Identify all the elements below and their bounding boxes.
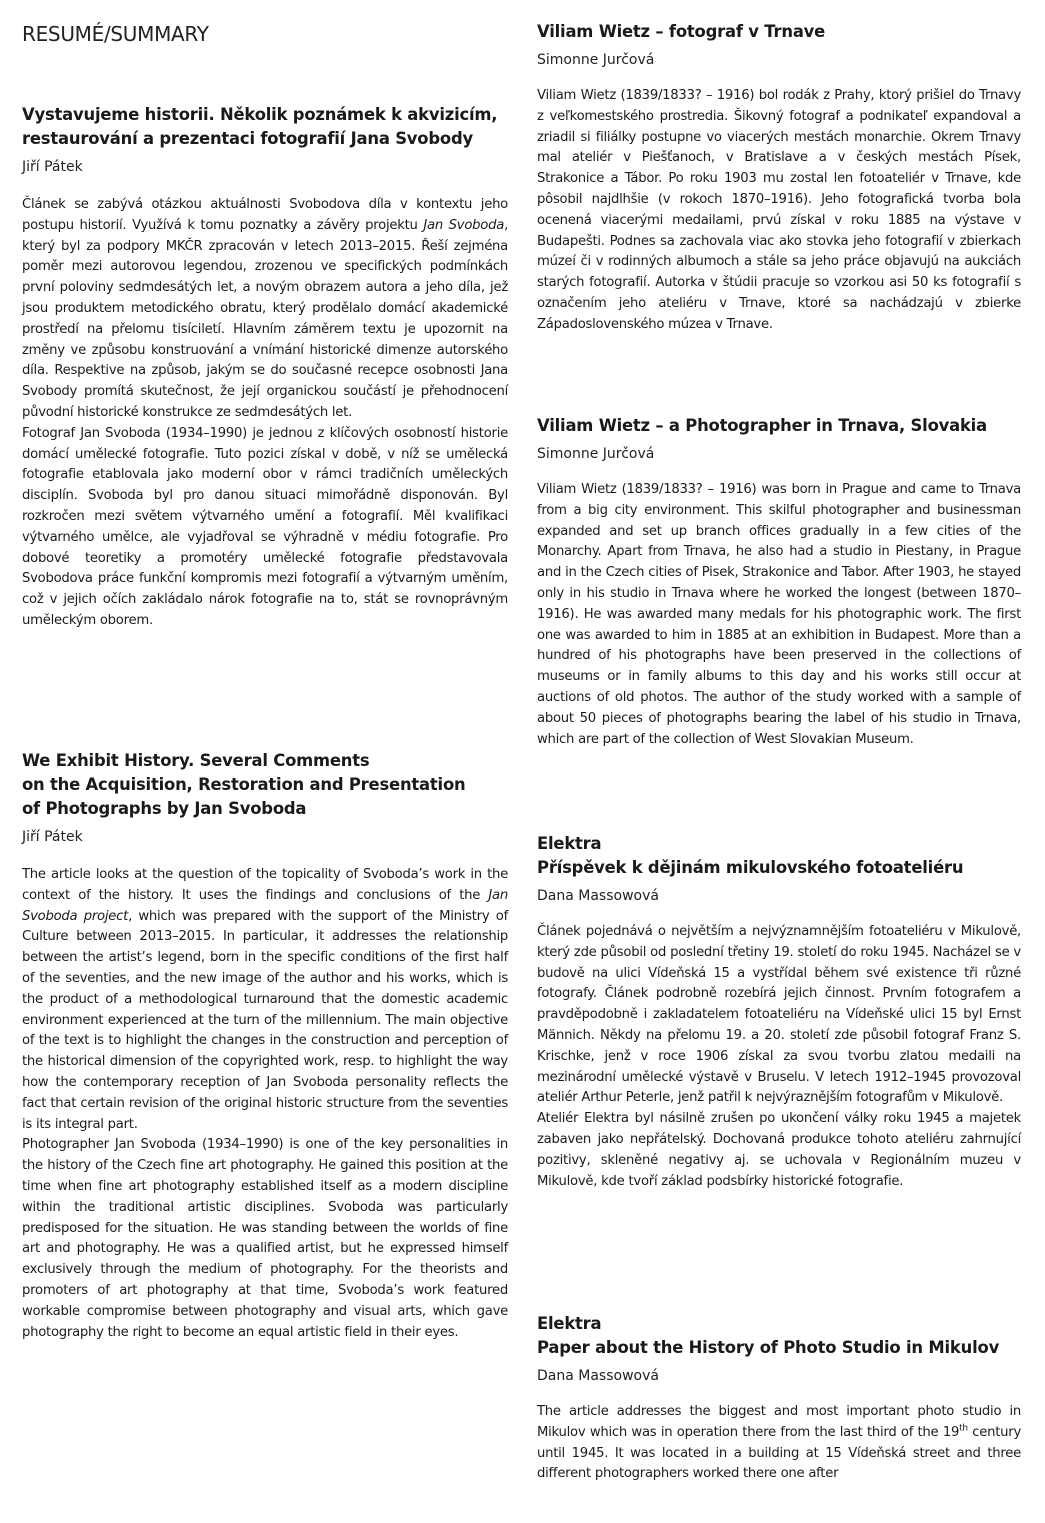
article-title bbox=[22, 749, 508, 821]
article-title bbox=[537, 1312, 1021, 1360]
article-body bbox=[537, 480, 1021, 750]
article-author: Jiří Pátek bbox=[22, 829, 83, 845]
paragraph: Ateliér Elektra byl násilně zrušen po ukončení války roku 1945 a majetek zabaven jako nepřátelský. Dochovaná produkce tohoto ateliéru zahrnující pozitivy, skleněné negativy aj. se uchovala v Regionálním muzeu v Mikulově, kde tvoří základ podsbírky historické fotografie. bbox=[537, 1111, 1021, 1189]
article-body bbox=[537, 86, 1021, 336]
title-line: restaurování a prezentaci fotografií Jana Svobody bbox=[22, 129, 473, 148]
article-body bbox=[22, 865, 508, 1343]
section-label: RESUMÉ/SUMMARY bbox=[22, 22, 209, 46]
article-body bbox=[22, 195, 508, 632]
article-author: Simonne Jurčová bbox=[537, 52, 655, 68]
paragraph: Článek se zabývá otázkou aktuálnosti Svobodova díla v kontextu jeho postupu historií. Využívá k tomu poznatky a závěry projektu Jan Svoboda, který byl za podpory MKČR zpracován v letech 2013–2015. Řeší zejména poměr mezi autorovou legendou, zrozenou ve specifických podmínkách první poloviny sedmdesátých let, a novým obrazem autora a jeho díla, jež jsou produktem metodického obratu, který prodělalo domácí akademické prostředí na přelomu tisíciletí. Hlavním záměrem textu je upozornit na změny ve způsobu konstruování a vnímání historické dimenze autorského díla. Respektive na způsob, jakým se do současné recepce osobnosti Jana Svobody promítá skutečnost, že její organickou součástí je přehodnocení původní historické konstrukce ze sedmdesátých let. bbox=[22, 197, 509, 420]
article-author: Simonne Jurčová bbox=[537, 446, 655, 462]
title-line: Příspěvek k dějinám mikulovského fotoateliéru bbox=[537, 858, 964, 877]
paragraph: Článek pojednává o největším a nejvýznamnějším fotoateliéru v Mikulově, který zde působil od poslední třetiny 19. století do roku 1945. Nacházel se v budově na ulici Vídeňská 15 a vystřídal během své existence tři různé fotografy. Článek podrobně rozebírá jejich činnost. Prvním fotografem a pravděpodobně i zakladatelem fotoateliéru na Vídeňské ulici 15 byl Ernst Männich. Někdy na přelomu 19. a 20. století zde působil fotograf Franz S. Krischke, jenž v roce 1906 získal za svou tvorbu zlatou medaili na mezinárodní umělecké výstavě v Bruselu. V letech 1912–1945 provozoval ateliér Arthur Peterle, jenž patřil k nejvýraznějším fotografům v Mikulově. bbox=[537, 924, 1021, 1106]
paragraph: Photographer Jan Svoboda (1934–1990) is one of the key personalities in the history of the Czech fine art photography. He gained this position at the time when fine art photography established itself as a modern discipline within the traditional artistic disciplines. Svoboda was particularly predisposed for the situation. He was standing between the worlds of fine art and photography. He was a qualified artist, but he expressed himself exclusively through the medium of photography. For the theorists and promoters of art photography at that time, Svoboda’s work featured workable compromise between photography and visual arts, which gave photography the right to become an equal artistic field in their eyes. bbox=[22, 1137, 508, 1340]
article-author: Jiří Pátek bbox=[22, 159, 83, 175]
article-czech-elektra bbox=[537, 832, 1021, 1192]
article-body bbox=[537, 922, 1021, 1192]
article-english-elektra bbox=[537, 1312, 1021, 1485]
title-line: We Exhibit History. Several Comments bbox=[22, 751, 370, 770]
article-author: Dana Massowová bbox=[537, 1368, 659, 1384]
article-title bbox=[22, 103, 508, 151]
title-line: Viliam Wietz – a Photographer in Trnava, Slovakia bbox=[537, 416, 987, 435]
article-title bbox=[537, 832, 1021, 880]
paragraph: Fotograf Jan Svoboda (1934–1990) je jednou z klíčových osobností historie domácí umělecké fotografie. Tuto pozici získal v době, v níž se umělecká fotografie etablovala jako moderní obor v rámci tradičních uměleckých disciplín. Svoboda byl pro danou situaci mimořádně disponován. Byl rozkročen mezi světem výtvarného umění a fotografií. Měl kvalifikaci výtvarného umělce, ale vyjadřoval se výhradně v médiu fotografie. Pro dobové teoretiky a promotéry umělecké fotografie představovala Svobodova práce funkční kompromis mezi fotografií a výtvarným uměním, což v jejich očích zakládalo nárok fotografie na to, stát se rovnoprávným uměleckým oborem. bbox=[22, 425, 508, 628]
article-title bbox=[537, 20, 1021, 44]
title-line: Elektra bbox=[537, 1314, 602, 1333]
paragraph: The article addresses the biggest and most important photo studio in Mikulov which was in operation there from the last third of the 19th century until 1945. It was located in a building at 15 Vídeňská street and three different photographers worked there one after bbox=[537, 1404, 1022, 1482]
paragraph: Viliam Wietz (1839/1833? – 1916) bol rodák z Prahy, ktorý prišiel do Trnavy z veľkomestského prostredia. Šikovný fotograf a podnikateľ expandoval a zriadil si filiálky postupne vo viacerých mestách monarchie. Okrem Trnavy mal ateliér v Piešťanoch, v Bratislave a v českých mestách Písek, Strakonice a Tábor. Po roku 1903 mu zostal len fotoateliér v Trnave, kde pôsobil najdlhšie (v rokoch 1870–1916). Jeho fotografická tvorba bola ocenená viacerými medailami, prvú získal v roku 1885 na výstave v Budapešti. Podnes sa zachovala viac ako stovka jeho fotografií v zbierkach múzeí či v rodinných albumoch a stále sa jeho práce objavujú na aukciách starých fotografií. Autorka v štúdii pracuje so vzorkou asi 50 ks fotografií s označením jeho ateliéru v Trnave, ktoré sa nachádzajú v zbierke Západoslovenského múzea v Trnave. bbox=[537, 88, 1021, 332]
title-line: Elektra bbox=[537, 834, 602, 853]
article-body bbox=[537, 1402, 1021, 1485]
article-english-svoboda bbox=[22, 749, 508, 1343]
article-author: Dana Massowová bbox=[537, 888, 659, 904]
paragraph: Viliam Wietz (1839/1833? – 1916) was born in Prague and came to Trnava from a big city environment. This skilful photographer and businessman expanded and set up branch offices gradually in a few cities of the Monarchy. Apart from Trnava, he also had a studio in Piestany, in Prague and in the Czech cities of Pisek, Strakonice and Tabor. After 1903, he stayed only in his studio in Trnava where he worked the longest (between 1870–1916). He was awarded many medals for his photographic work. The first one was awarded to him in 1885 at an exhibition in Budapest. More than a hundred of his photographs have been preserved in the collections of museums or in family albums to this day and his works still occur at auctions of old photos. The author of the study worked with a sample of about 50 pieces of photographs bearing the label of his studio in Trnava, which are part of the collection of West Slovakian Museum. bbox=[537, 482, 1021, 747]
title-line: Paper about the History of Photo Studio in Mikulov bbox=[537, 1338, 1000, 1357]
title-line: Vystavujeme historii. Několik poznámek k akvizicím, bbox=[22, 105, 498, 124]
title-line: Viliam Wietz – fotograf v Trnave bbox=[537, 22, 826, 41]
title-line: of Photographs by Jan Svoboda bbox=[22, 799, 307, 818]
title-line: on the Acquisition, Restoration and Presentation bbox=[22, 775, 466, 794]
article-title bbox=[537, 414, 1021, 438]
paragraph: The article looks at the question of the topicality of Svoboda’s work in the context of the history. It uses the findings and conclusions of the Jan Svoboda project, which was prepared with the support of the Ministry of Culture between 2013–2015. In particular, it addresses the relationship between the artist’s legend, born in the specific conditions of the first half of the seventies, and the new image of the author and his works, which is the product of a methodological turnaround that the domestic academic environment experienced at the turn of the millennium. The main objective of the text is to highlight the changes in the construction and perception of the historical dimension of the copyrighted work, resp. to highlight the way how the contemporary reception of Jan Svoboda personality reflects the fact that certain revision of the original historic structure from the seventies is its integral part. bbox=[22, 867, 508, 1132]
article-slovak-wietz bbox=[537, 20, 1021, 336]
article-czech-svoboda bbox=[22, 103, 508, 632]
article-english-wietz bbox=[537, 414, 1021, 750]
